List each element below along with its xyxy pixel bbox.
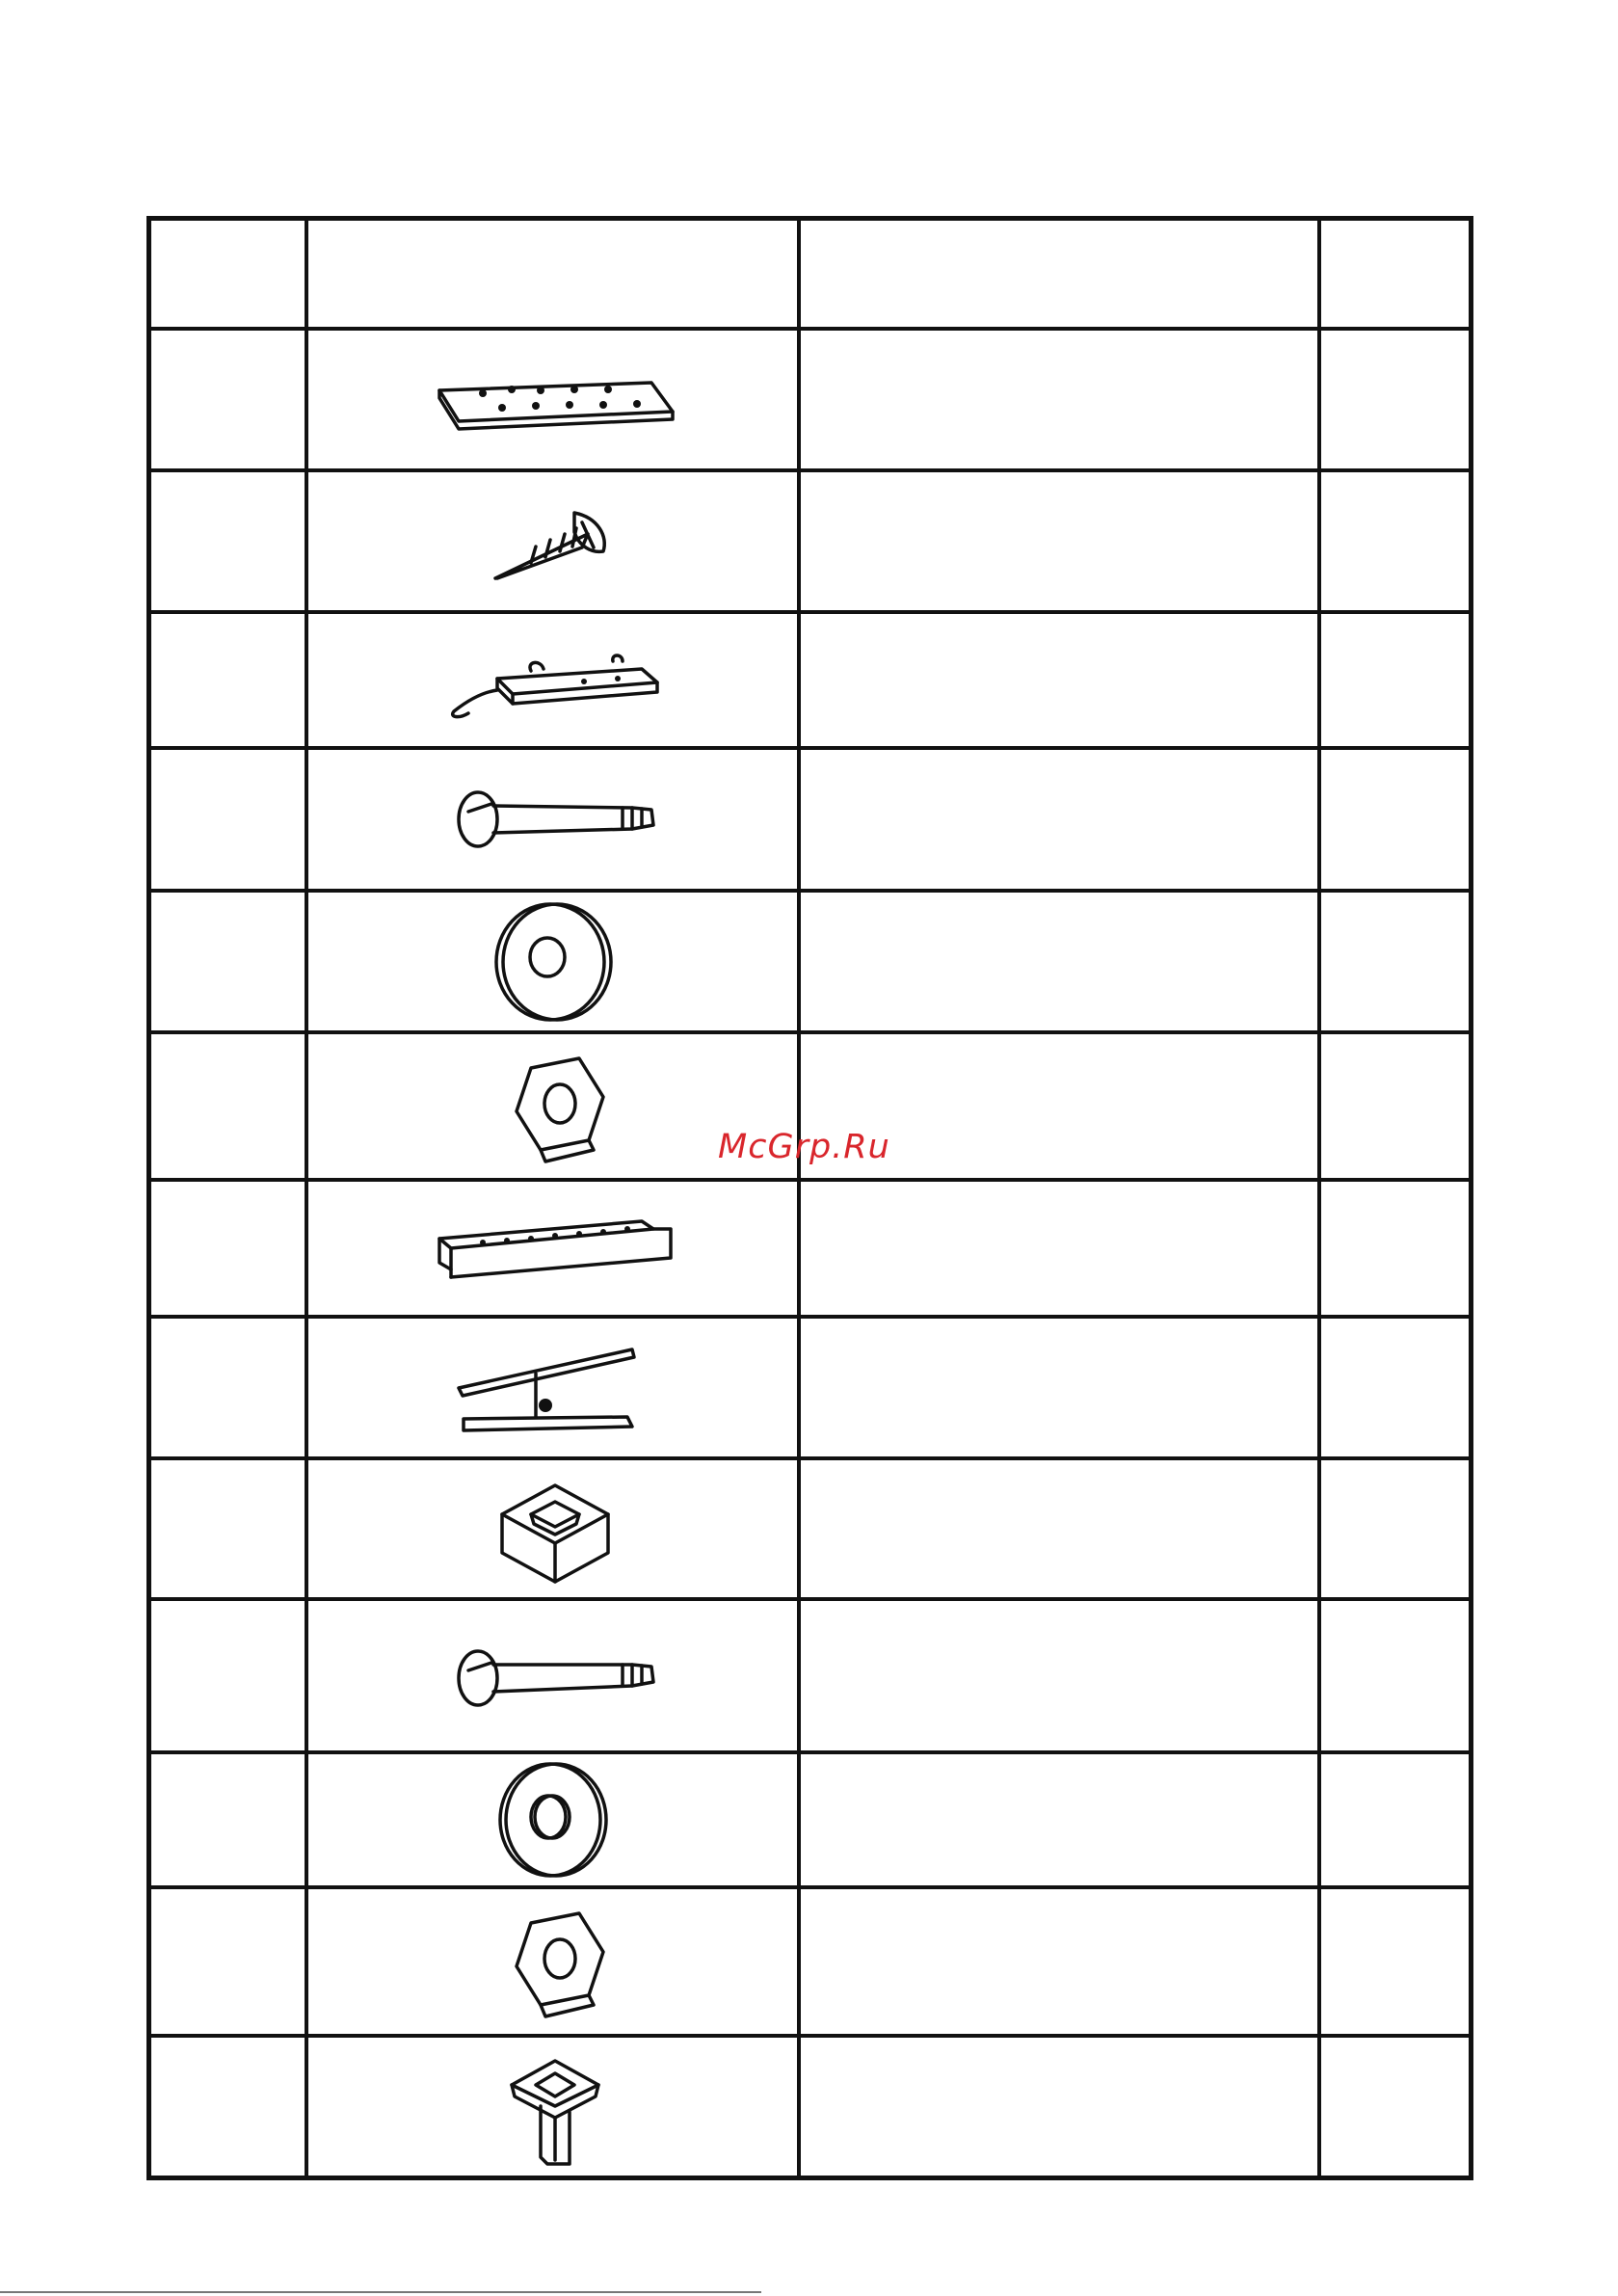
perforated-plate-icon	[309, 331, 801, 468]
flat-washer-icon	[309, 893, 801, 1030]
slotted-bolt-icon	[309, 1601, 801, 1750]
parts-table	[146, 216, 1473, 2180]
clip-fastener-icon	[309, 2038, 801, 2180]
watermark: McGrp.Ru	[718, 1128, 890, 1166]
column-divider	[1317, 221, 1321, 2176]
hex-nut-icon	[309, 1889, 801, 2034]
channel-rail-icon	[309, 1182, 801, 1315]
square-nut-icon	[309, 1460, 801, 1597]
t-bracket-icon	[309, 1319, 801, 1456]
flat-washer-icon	[309, 1754, 801, 1885]
wood-screw-icon	[309, 472, 801, 610]
column-divider	[305, 221, 308, 2176]
slotted-bolt-icon	[309, 750, 801, 889]
page-bottom-rule	[0, 2291, 761, 2293]
hinge-bracket-icon	[309, 614, 801, 746]
